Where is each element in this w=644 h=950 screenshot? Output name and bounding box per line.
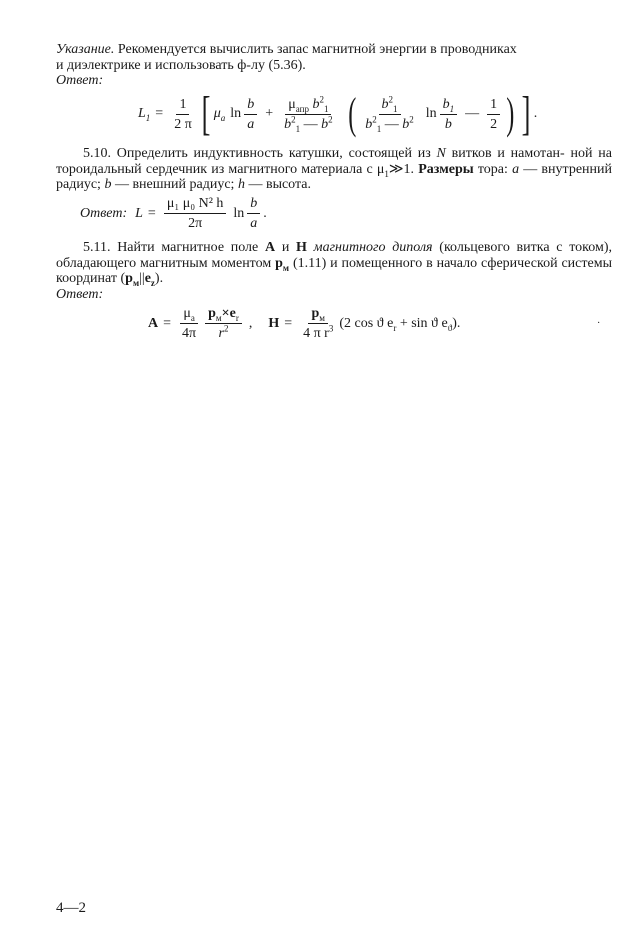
plus-sign: +: [265, 106, 274, 122]
hint-text-line1: Рекомендуется вычислить запас магнитной энергии в проводниках: [114, 42, 517, 57]
right-square-bracket: ]: [521, 87, 531, 140]
answer-label-2: Ответ:: [80, 205, 128, 221]
vector-A: A: [148, 315, 159, 331]
formula-end-dot: .: [533, 106, 538, 122]
left-square-bracket: [: [201, 87, 211, 140]
minus-sign: —: [465, 106, 480, 122]
fraction-b1sq: $\frac{b^2_1}{b^2_1 — b^2}$: [365, 93, 414, 134]
fraction-mu-a-over-4pi: $\frac{\mu_a}{4\pi}$: [182, 306, 197, 341]
formula-L-lhs: L: [135, 205, 143, 221]
hint-label: Указание.: [56, 42, 115, 57]
formula-A-H: A = $\frac{\mu_a}{4\pi}$ $\frac{p_м\times e_r}{r^2}$ , H = $\frac{p_м}{4 \pi r^3}$ (2 cos ϑ $e_r + \sin ϑ$ $e_ϑ$).: [148, 306, 461, 341]
problem-5-10: 5.10. Определить индуктивность катушки, состоящей из N витков и намотан- ной на тороидальный сердечник из магнитного материала с $\mu_1≫1$. Размеры тора: a — внутренний радиус; b — внешний радиус; h — высота.: [56, 146, 613, 192]
right-paren: ): [506, 89, 515, 138]
answer-label-1: Ответ:: [56, 73, 104, 88]
stray-dot: ·: [597, 318, 601, 329]
fraction-b-over-a: $\frac{b}{a}$: [244, 96, 257, 133]
hint-paragraph: [56, 42, 612, 89]
problem-number-5-10: 5.10.: [83, 146, 111, 161]
fraction-1-over-2: $\frac{1}{2}$: [487, 96, 500, 133]
mu-a: $\mu_a$: [213, 106, 226, 124]
hint-text-line2: и диэлектрике и использовать ф-лу (5.36).: [56, 57, 306, 73]
formula-L1: [138, 87, 538, 140]
fraction-1-over-2pi: $\frac{1}{2 \pi}$: [174, 96, 192, 132]
left-paren: (: [347, 89, 356, 138]
fraction-b-over-a-2: $\frac{b}{a}$: [247, 195, 260, 232]
ln-operator: ln: [230, 106, 242, 122]
problem-number-5-11: 5.11.: [83, 240, 111, 255]
problem-5-11: 5.11. Найти магнитное поле A и H магнитного диполя (кольцевого витка с током), обладающего магнитным моментом $p_м$ (1.11) и помещенного в начало сферической системы координат $(p_м||e_z)$.: [56, 240, 613, 288]
vector-H: H: [268, 315, 280, 331]
equals-sign: =: [155, 106, 164, 122]
fraction-mu-apr: $\frac{\mu_{апр} b^2_1}{b^2_1 — b^2}$: [284, 93, 333, 134]
fraction-mu1mu0N2h: $\frac{\text{μ₁ μ₀ N² h}}{2\pi}$: [164, 195, 227, 232]
formula-L: Ответ: L = $\frac{\text{μ₁ μ₀ N² h}}{2\pi}$ ln $\frac{b}{a}$ .: [80, 196, 267, 231]
fraction-b1-over-b: $\frac{b_1}{b}$: [440, 96, 458, 133]
fraction-pm-over-4pi-r3: $\frac{p_м}{4 \pi r^3}$: [303, 306, 334, 341]
answer-label-3: Ответ:: [56, 287, 104, 302]
formula-L1-lhs: $L_1$: [138, 106, 151, 124]
fraction-pm-cross-er: $\frac{p_м\times e_r}{r^2}$: [205, 305, 242, 342]
page-signature: 4—2: [56, 900, 86, 916]
ln-operator-2: ln: [425, 106, 437, 122]
formula-H-rest: (2 cos ϑ $e_r + \sin ϑ$ $e_ϑ$).: [339, 315, 461, 333]
